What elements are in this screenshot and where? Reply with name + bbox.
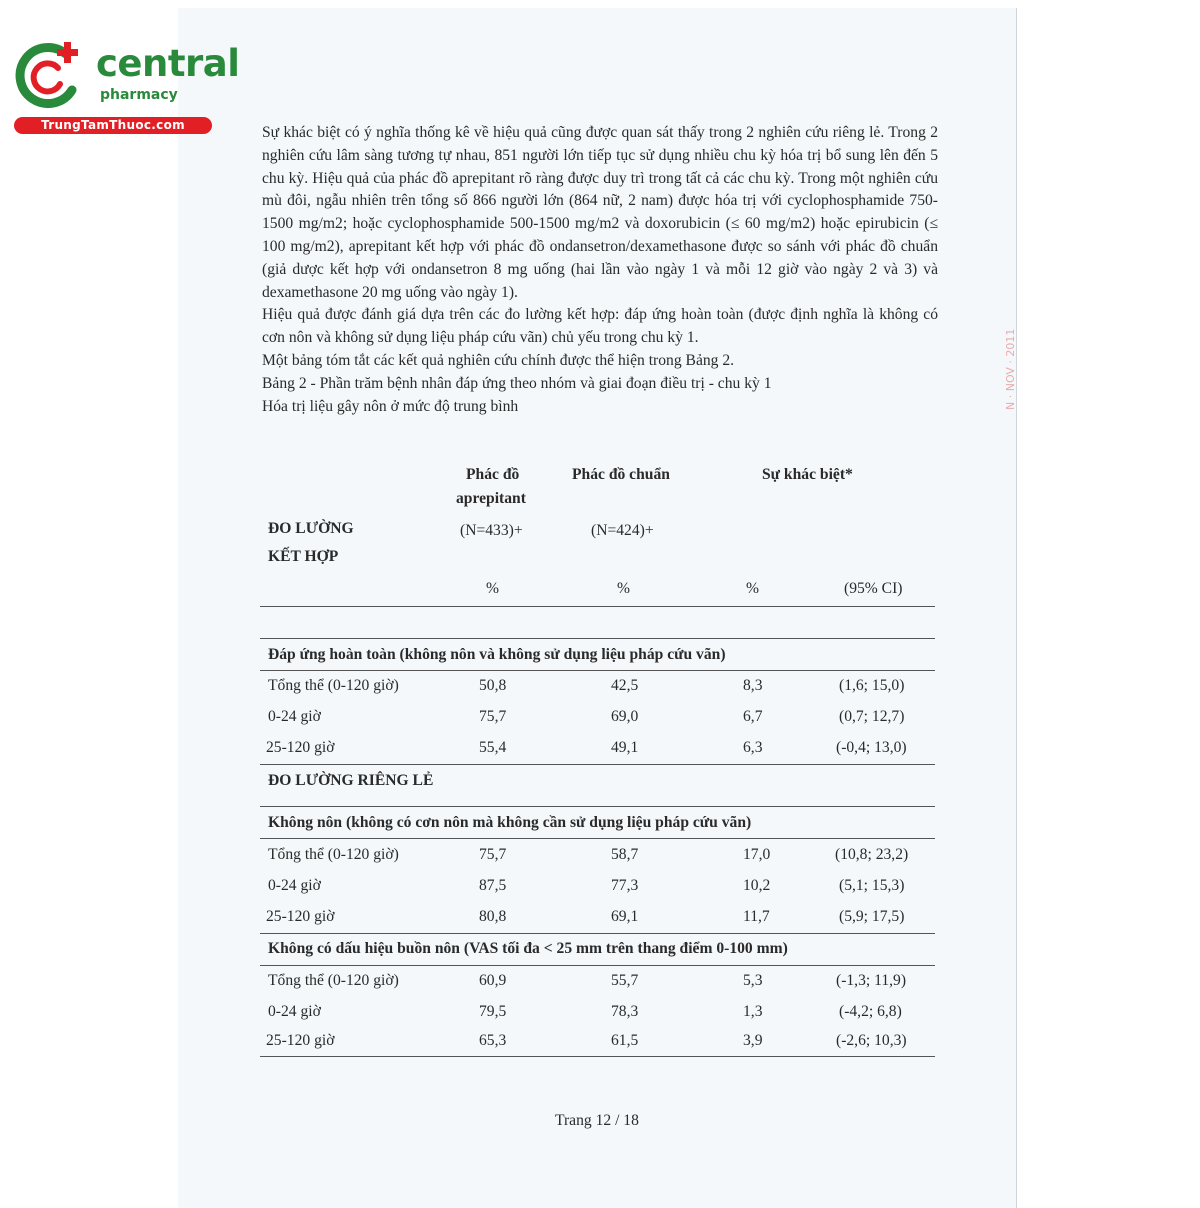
cell-difference: 11,7 xyxy=(743,908,770,925)
table-row xyxy=(268,846,935,874)
header-rowlabel-line1: ĐO LƯỜNG xyxy=(268,520,354,537)
table-rule xyxy=(260,764,935,765)
table-row xyxy=(268,877,935,905)
row-label: 0-24 giờ xyxy=(268,877,321,894)
row-label: 25-120 giờ xyxy=(266,1032,335,1049)
cell-standard: 58,7 xyxy=(611,846,639,863)
table-rule xyxy=(260,965,935,966)
table-row xyxy=(268,708,935,736)
cell-ci: (0,7; 12,7) xyxy=(839,708,905,725)
row-label: Tổng thể (0-120 giờ) xyxy=(268,972,399,989)
header-n-standard: (N=424)+ xyxy=(591,522,654,539)
table-rule xyxy=(260,638,935,639)
header-pct-difference: % xyxy=(746,580,759,597)
cell-standard: 55,7 xyxy=(611,972,639,989)
header-difference: Sự khác biệt* xyxy=(762,466,853,483)
cell-ci: (5,9; 17,5) xyxy=(839,908,905,925)
table-row xyxy=(268,739,935,767)
row-label: Tổng thể (0-120 giờ) xyxy=(268,846,399,863)
cell-aprepitant: 75,7 xyxy=(479,708,507,725)
table-rule xyxy=(260,606,935,607)
cell-difference: 1,3 xyxy=(743,1003,763,1020)
cell-aprepitant: 50,8 xyxy=(479,677,507,694)
table-rule xyxy=(260,1056,935,1057)
row-label: 25-120 giờ xyxy=(266,908,335,925)
red-stamp-mark: N · NOV · 2011 xyxy=(1004,328,1017,410)
table-row xyxy=(268,972,935,1000)
cell-aprepitant: 87,5 xyxy=(479,877,507,894)
cell-ci: (1,6; 15,0) xyxy=(839,677,905,694)
header-rowlabel-line2: KẾT HỢP xyxy=(268,548,339,565)
logo-website: TrungTamThuoc.com xyxy=(14,117,212,134)
header-standard: Phác đồ chuẩn xyxy=(572,466,670,483)
cell-aprepitant: 65,3 xyxy=(479,1032,507,1049)
page-number: Trang 12 / 18 xyxy=(555,1112,639,1129)
cell-standard: 49,1 xyxy=(611,739,639,756)
cell-ci: (-0,4; 13,0) xyxy=(836,739,907,756)
cell-difference: 8,3 xyxy=(743,677,763,694)
pharmacy-cross-icon xyxy=(14,40,84,110)
logo-brand: central xyxy=(96,42,240,85)
row-label: 25-120 giờ xyxy=(266,739,335,756)
cell-difference: 10,2 xyxy=(743,877,771,894)
cell-standard: 69,0 xyxy=(611,708,639,725)
header-pct-standard: % xyxy=(617,580,630,597)
header-aprepitant-line2: aprepitant xyxy=(456,490,526,507)
section-title-complete-response: Đáp ứng hoàn toàn (không nôn và không sử dụng liệu pháp cứu vãn) xyxy=(268,646,726,663)
header-ci: (95% CI) xyxy=(844,580,903,597)
cell-ci: (-2,6; 10,3) xyxy=(836,1032,907,1049)
cell-aprepitant: 80,8 xyxy=(479,908,507,925)
cell-ci: (5,1; 15,3) xyxy=(839,877,905,894)
cell-ci: (10,8; 23,2) xyxy=(835,846,909,863)
cell-difference: 17,0 xyxy=(743,846,771,863)
section-title-no-vomiting: Không nôn (không có cơn nôn mà không cần sử dụng liệu pháp cứu vãn) xyxy=(268,814,752,831)
table-row xyxy=(268,1003,935,1031)
table-header xyxy=(260,466,935,608)
row-label: Tổng thể (0-120 giờ) xyxy=(268,677,399,694)
cell-standard: 77,3 xyxy=(611,877,639,894)
central-pharmacy-logo xyxy=(10,38,240,138)
logo-subtitle: pharmacy xyxy=(100,87,178,103)
row-label: 0-24 giờ xyxy=(268,708,321,725)
cell-standard: 69,1 xyxy=(611,908,639,925)
table-rule xyxy=(260,838,935,839)
paragraph-study-description: Sự khác biệt có ý nghĩa thống kê về hiệu quả cũng được quan sát thấy trong 2 nghiên cứu riêng lẻ. Trong 2 nghiên cứu lâm sàng tương tự nhau, 851 người lớn tiếp tục sử dụng nhiều chu kỳ hóa trị bổ sung lên đến 5 chu kỳ. Hiệu quả của phác đồ aprepitant rõ ràng được duy trì trong tất cả các chu kỳ. Trong một nghiên cứu mù đôi, ngẫu nhiên trên tổng số 866 người lớn (864 nữ, 2 nam) được hóa trị với cyclophosphamide 750-1500 mg/m2; hoặc cyclophosphamide 500-1500 mg/m2 và doxorubicin (≤ 60 mg/m2) hoặc epirubicin (≤ 100 mg/m2), aprepitant kết hợp với phác đồ ondansetron/dexamethasone được so sánh với phác đồ chuẩn (giả dược kết hợp với ondansetron 8 mg uống (hai lần vào ngày 1 và mỗi 12 giờ vào ngày 2 và 3) và dexamethasone 20 mg uống vào ngày 1). xyxy=(262,124,938,301)
paragraph-summary: Một bảng tóm tắt các kết quả nghiên cứu chính được thể hiện trong Bảng 2. xyxy=(262,351,735,369)
header-aprepitant-line1: Phác đồ xyxy=(466,466,520,483)
cell-standard: 61,5 xyxy=(611,1032,639,1049)
table-rule xyxy=(260,806,935,807)
cell-aprepitant: 60,9 xyxy=(479,972,507,989)
cell-standard: 78,3 xyxy=(611,1003,639,1020)
cell-aprepitant: 75,7 xyxy=(479,846,507,863)
cell-ci: (-1,3; 11,9) xyxy=(836,972,907,989)
cell-aprepitant: 79,5 xyxy=(479,1003,507,1020)
cell-difference: 6,3 xyxy=(743,739,763,756)
header-pct-aprepitant: % xyxy=(486,580,499,597)
body-text xyxy=(262,122,938,418)
cell-difference: 3,9 xyxy=(743,1032,763,1049)
table-subcaption: Hóa trị liệu gây nôn ở mức độ trung bình xyxy=(262,397,519,415)
cell-standard: 42,5 xyxy=(611,677,639,694)
header-n-aprepitant: (N=433)+ xyxy=(460,522,523,539)
row-label: 0-24 giờ xyxy=(268,1003,321,1020)
table-row xyxy=(268,908,935,936)
cell-ci: (-4,2; 6,8) xyxy=(839,1003,902,1020)
cell-aprepitant: 55,4 xyxy=(479,739,507,756)
cell-difference: 5,3 xyxy=(743,972,763,989)
table-rule xyxy=(260,670,935,671)
table-rule xyxy=(260,933,935,934)
paragraph-efficacy: Hiệu quả được đánh giá dựa trên các đo lường kết hợp: đáp ứng hoàn toàn (được định nghĩa là không có cơn nôn và không sử dụng liệu pháp cứu vãn) chủ yếu trong chu kỳ 1. xyxy=(262,306,938,347)
cell-difference: 6,7 xyxy=(743,708,763,725)
section-heading-individual-measures: ĐO LƯỜNG RIÊNG LẺ xyxy=(268,772,434,789)
table-row xyxy=(268,677,935,705)
table-caption: Bảng 2 - Phần trăm bệnh nhân đáp ứng theo nhóm và giai đoạn điều trị - chu kỳ 1 xyxy=(262,374,772,392)
section-title-no-nausea: Không có dấu hiệu buồn nôn (VAS tối đa < 25 mm trên thang điểm 0-100 mm) xyxy=(268,940,788,957)
